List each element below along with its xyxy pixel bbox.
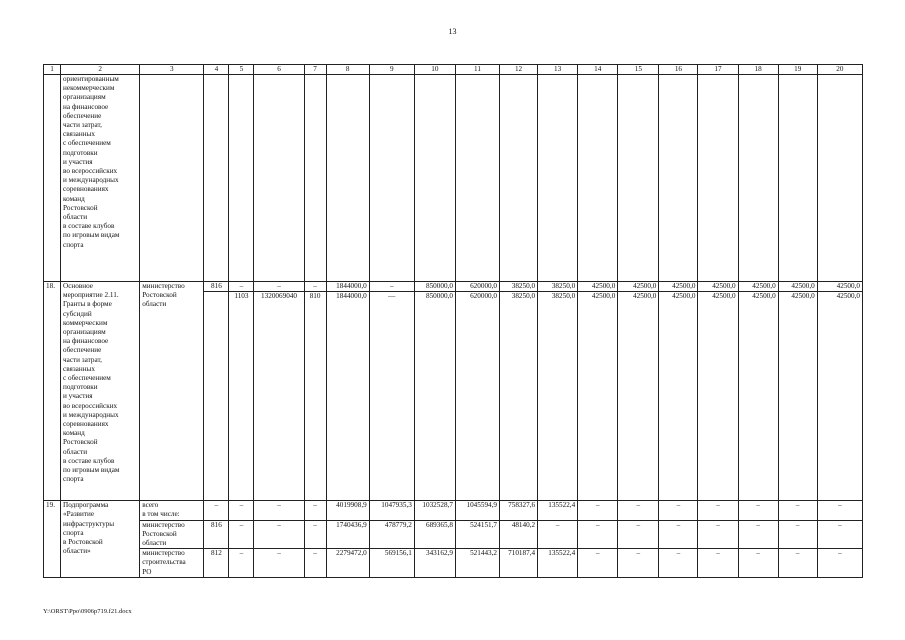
column-header: 11 [455,65,499,75]
cell: 42500,0 [578,292,618,501]
cell: – [578,520,618,549]
row-number: 18. [44,282,61,501]
row19-executor: министерство Ростовской области [140,520,204,549]
cell: 42500,0 [659,292,698,501]
column-header: 20 [817,65,862,75]
cell: 42500,0 [618,292,659,501]
cell: – [229,520,254,549]
cell: – [254,282,304,292]
cell: – [659,549,698,578]
cell: 812 [204,549,229,578]
table-row [44,520,863,549]
cell: 816 [204,282,229,292]
cell: 135522,4 [538,501,578,520]
cell: 4019908,9 [326,501,369,520]
column-header: 8 [326,65,369,75]
cell: – [698,549,738,578]
column-header: 6 [254,65,304,75]
cell: 569156,1 [369,549,414,578]
column-header: 12 [500,65,538,75]
cell: 42500,0 [817,292,862,501]
cell: – [304,501,326,520]
cell: 38250,0 [538,282,578,292]
cell: – [659,501,698,520]
cell: 478779,2 [369,520,414,549]
cell: 524151,7 [455,520,499,549]
cell: 758327,6 [500,501,538,520]
cell: – [538,520,578,549]
cell: 42500,0 [738,292,778,501]
column-header: 7 [304,65,326,75]
cell: – [578,501,618,520]
cell: – [229,549,254,578]
cell: 38250,0 [500,282,538,292]
column-header: 16 [659,65,698,75]
cell: 1844000,0 [326,282,369,292]
row19-executor: министерство строительства РО [140,549,204,578]
column-header: 14 [578,65,618,75]
cell: – [817,549,862,578]
cell: – [738,501,778,520]
cell: – [817,501,862,520]
cell: – [229,282,254,292]
cell: 38250,0 [538,292,578,501]
cell: 1047935,3 [369,501,414,520]
cell: – [698,501,738,520]
column-header: 19 [778,65,817,75]
cell: – [254,520,304,549]
cell: 1844000,0 [326,292,369,501]
cell: 48140,2 [500,520,538,549]
cell: – [738,520,778,549]
column-header: 5 [229,65,254,75]
cell: 42500,0 [698,282,738,292]
cell: 42500,0 [618,282,659,292]
row19-executor: всего в том числе: [140,501,204,520]
cell: — [369,292,414,501]
cell: – [778,520,817,549]
cell: – [778,501,817,520]
cell: 810 [304,292,326,501]
row-number: 19. [44,501,61,578]
cell: – [229,501,254,520]
cell: 42500,0 [578,282,618,292]
column-header: 17 [698,65,738,75]
cell: 2279472,0 [326,549,369,578]
cell: – [778,549,817,578]
cell: 42500,0 [698,292,738,501]
cell: – [618,520,659,549]
cell: – [204,501,229,520]
cell: 42500,0 [738,282,778,292]
cell: – [369,282,414,292]
cell: 620000,0 [455,292,499,501]
cell: – [817,520,862,549]
cell: 42500,0 [778,292,817,501]
cell: – [254,549,304,578]
column-header: 18 [738,65,778,75]
column-header: 3 [140,65,204,75]
cell: – [304,282,326,292]
cell: 135522,4 [538,549,578,578]
cell [204,292,229,501]
cell: 521443,2 [455,549,499,578]
cell: 42500,0 [778,282,817,292]
cell: 620000,0 [455,282,499,292]
column-header: 4 [204,65,229,75]
cell: – [618,549,659,578]
cell: – [578,549,618,578]
cell: – [738,549,778,578]
cell: 42500,0 [659,282,698,292]
column-header: 2 [61,65,140,75]
row19-name: Подпрограмма «Развитие инфраструктуры спорта в Ростовской области» [61,501,140,578]
cell: – [698,520,738,549]
table-row [44,282,863,292]
cell: – [618,501,659,520]
file-path-footer: Y:\ORST\Ppo\0906p719.f21.docx [43,608,132,615]
cell: 42500,0 [817,282,862,292]
column-header: 15 [618,65,659,75]
cell: – [304,549,326,578]
table-row [44,549,863,578]
cell: 1320069040 [254,292,304,501]
cell: 850000,0 [414,282,455,292]
table-row [44,75,863,282]
cell: 1103 [229,292,254,501]
cell: 1740436,9 [326,520,369,549]
row18-executor: министерство Ростовской области [140,282,204,501]
cell: – [254,501,304,520]
cell: – [659,520,698,549]
column-header: 10 [414,65,455,75]
cell: 1045594,9 [455,501,499,520]
column-header: 9 [369,65,414,75]
cell: 689365,8 [414,520,455,549]
cell: 38250,0 [500,292,538,501]
budget-table [43,64,863,578]
column-header: 1 [44,65,61,75]
column-header: 13 [538,65,578,75]
header-row [44,65,863,75]
cell: – [304,520,326,549]
cell: 343162,9 [414,549,455,578]
page-number: 13 [448,27,457,36]
cell: 710187,4 [500,549,538,578]
row-cont-name: ориентированным некоммерческим организациям на финансовое обеспечение части затрат, связанных с обеспечением подготовки и участия во всероссийских и международных соревнованиях команд Ростовской области в составе клубов по игровым видам спорта [61,75,140,282]
cell: 1032528,7 [414,501,455,520]
table-row [44,501,863,520]
cell: 816 [204,520,229,549]
cell: 850000,0 [414,292,455,501]
row18-name: Основное мероприятие 2.11. Гранты в форме субсидий коммерческим организациям на финансовое обеспечение части затрат, связанных с обеспечением подготовки и участия во всероссийских и международных соревнованиях команд Ростовской области в составе клубов по игровым видам спорта [61,282,140,501]
